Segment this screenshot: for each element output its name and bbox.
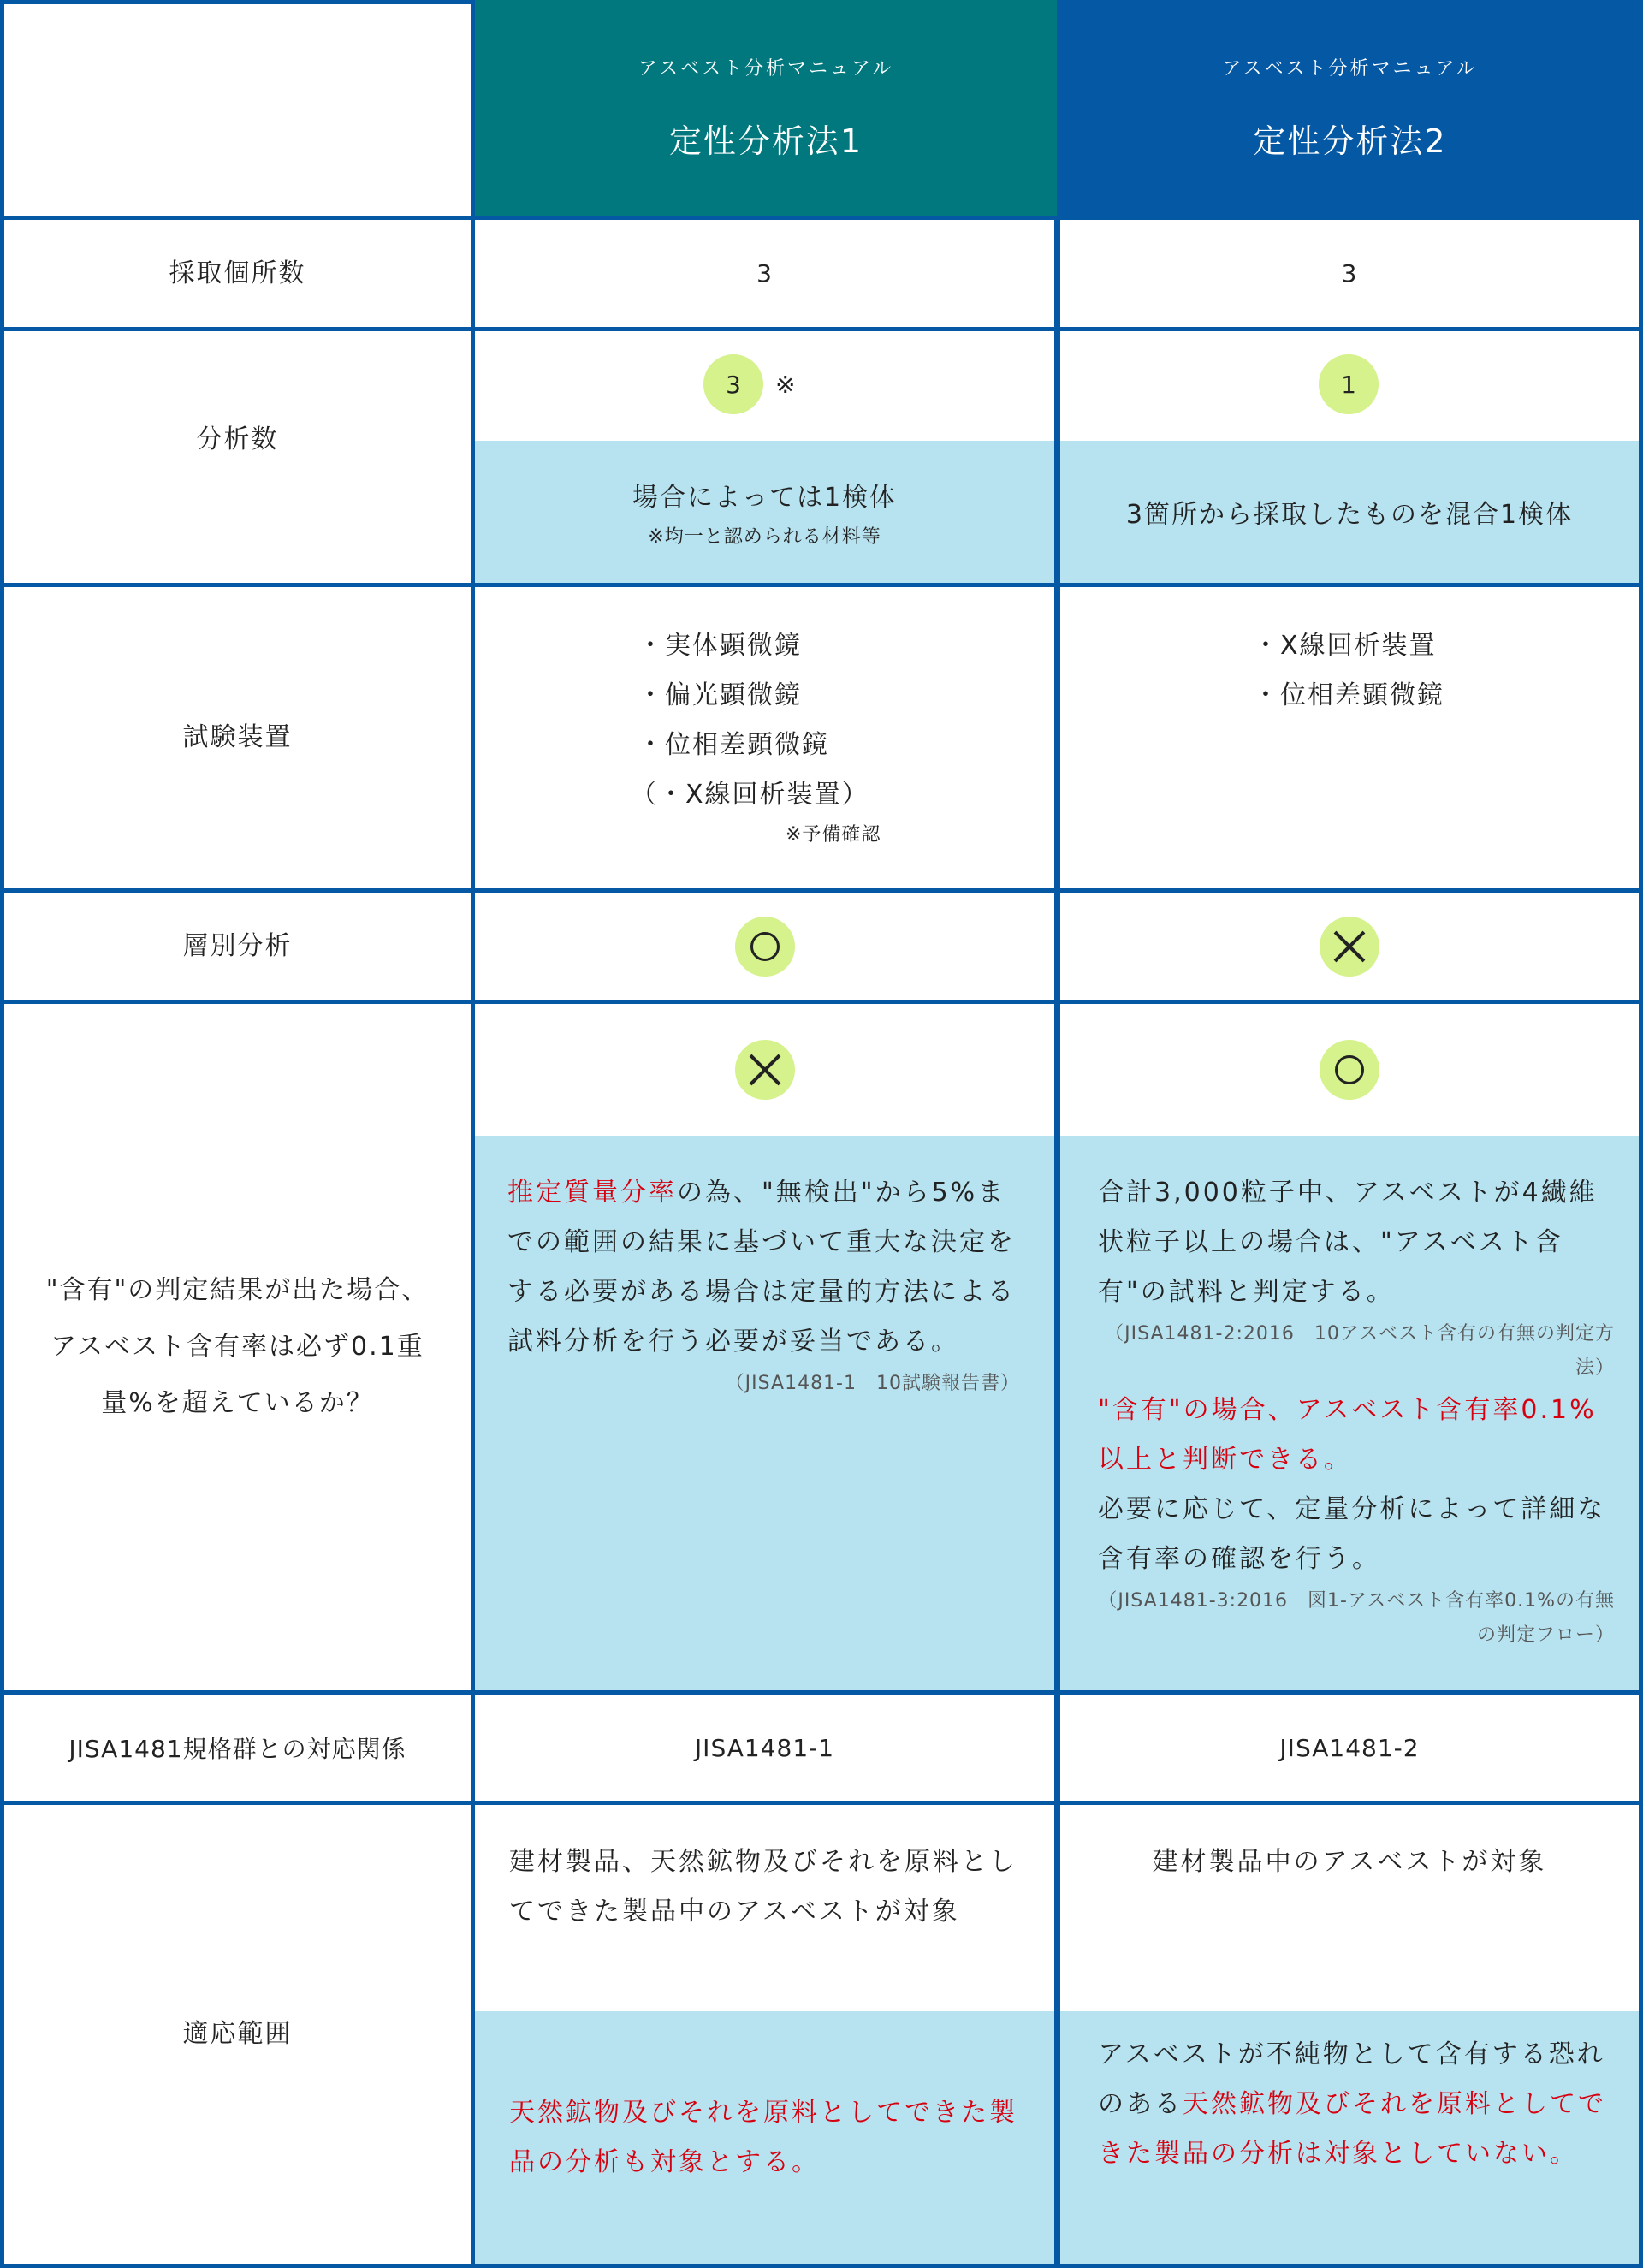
layer-analysis-method1 xyxy=(475,893,1054,1000)
label-line: "含有"の判定結果が出た場合、 xyxy=(45,1275,430,1305)
count-badge: 3 xyxy=(703,354,763,414)
emphasis-text: 推定質量分率 xyxy=(507,1178,677,1208)
body-text: アスベストが不純物として含有する恐れのある xyxy=(1098,2039,1605,2119)
cross-icon xyxy=(1320,917,1379,977)
equipment-footnote: ※予備確認 xyxy=(786,824,881,846)
note-text: 場合によっては1検体 xyxy=(632,482,898,513)
method1-title: 定性分析法1 xyxy=(668,122,863,160)
method1-subtitle: アスベスト分析マニュアル xyxy=(638,58,894,80)
equipment-item: ・位相差顕微鏡 xyxy=(1253,680,1444,710)
equipment-method2 xyxy=(1060,587,1639,888)
scope-method2 xyxy=(1060,1805,1639,2264)
value-text: JISA1481-1 xyxy=(694,1733,835,1762)
emphasis-text: "含有"の場合、アスベスト含有率0.1%以上と判断できる。 xyxy=(1098,1395,1597,1475)
value-text: 3 xyxy=(756,259,773,288)
note-text: 3箇所から採取したものを混合1検体 xyxy=(1125,500,1574,530)
emphasis-text: 天然鉱物及びそれを原料としてできた製品の分析も対象とする。 xyxy=(509,2097,1017,2177)
header-method2 xyxy=(1057,0,1643,216)
label-line: アスベスト含有率は必ず0.1重 xyxy=(50,1332,424,1362)
equipment-item: ・X線回析装置 xyxy=(1253,631,1437,661)
label-text: 層別分析 xyxy=(182,930,293,961)
label-text: 試験装置 xyxy=(182,722,293,752)
row-label-jis xyxy=(4,1695,471,1801)
row-label-sampling xyxy=(4,220,471,327)
value-text: JISA1481-2 xyxy=(1279,1733,1420,1762)
equipment-item: （・X線回析装置） xyxy=(631,780,869,810)
header-method1 xyxy=(475,0,1057,216)
circle-icon xyxy=(735,917,795,977)
equipment-item: ・位相差顕微鏡 xyxy=(638,730,829,760)
body-text: の為、"無検出"から5%までの範囲の結果に基づいて重大な決定をする必要がある場合は定量的方法による試料分析を行う必要が妥当である。 xyxy=(507,1178,1016,1357)
equipment-method1 xyxy=(475,587,1054,888)
body-text: 建材製品中のアスベストが対象 xyxy=(1152,1847,1547,1877)
scope-method1 xyxy=(475,1805,1054,2264)
sampling-method1 xyxy=(475,220,1054,327)
emphasis-text: 天然鉱物及びそれを原料としてできた製品の分析は対象としていない。 xyxy=(1098,2089,1606,2169)
row-label-content-check xyxy=(4,1004,471,1690)
equipment-item: ・偏光顕微鏡 xyxy=(638,680,802,710)
body-text: 合計3,000粒子中、アスベストが4繊維状粒子以上の場合は、"アスベスト含有"の試料と判定する。 xyxy=(1098,1178,1598,1307)
footnote-mark: ※ xyxy=(775,370,796,399)
body-text: 必要に応じて、定量分析によって詳細な含有率の確認を行う。 xyxy=(1098,1494,1606,1574)
sampling-method2 xyxy=(1060,220,1639,327)
layer-analysis-method2 xyxy=(1060,893,1639,1000)
row-label-layer-analysis xyxy=(4,893,471,1000)
analysis-count-method2 xyxy=(1060,331,1639,583)
jis-method1 xyxy=(475,1695,1054,1801)
circle-icon xyxy=(1320,1040,1379,1100)
analysis-count-method1-note xyxy=(475,441,1054,583)
analysis-count-method2-note xyxy=(1060,441,1639,583)
reference-text: （JISA1481-1 10試験報告書） xyxy=(725,1373,1020,1394)
scope-method1-note xyxy=(475,2011,1054,2264)
content-check-method1 xyxy=(475,1004,1054,1690)
jis-method2 xyxy=(1060,1695,1639,1801)
row-label-equipment xyxy=(4,587,471,888)
row-label-analysis-count xyxy=(4,331,471,583)
equipment-item: ・実体顕微鏡 xyxy=(638,631,802,661)
method2-title: 定性分析法2 xyxy=(1253,122,1447,160)
cross-icon xyxy=(735,1040,795,1100)
content-check-method2-detail xyxy=(1060,1136,1639,1690)
row-label-scope xyxy=(4,1805,471,2264)
content-check-method1-detail xyxy=(475,1136,1054,1690)
reference-text: （JISA1481-2:2016 10アスベスト含有の有無の判定方法） xyxy=(1105,1323,1615,1379)
value-text: 3 xyxy=(1341,259,1358,288)
reference-text: （JISA1481-3:2016 図1-アスベスト含有率0.1%の有無の判定フロー） xyxy=(1098,1590,1615,1646)
label-text: JISA1481規格群との対応関係 xyxy=(68,1735,406,1763)
label-text: 適応範囲 xyxy=(182,2019,293,2049)
label-text: 分析数 xyxy=(196,425,279,454)
content-check-method2 xyxy=(1060,1004,1639,1690)
analysis-count-method1 xyxy=(475,331,1054,583)
method2-subtitle: アスベスト分析マニュアル xyxy=(1222,58,1478,80)
header-empty-cell xyxy=(4,4,471,216)
scope-method2-note xyxy=(1060,2011,1639,2264)
label-text: 採取個所数 xyxy=(169,258,306,288)
count-badge: 1 xyxy=(1319,354,1379,414)
body-text: 建材製品、天然鉱物及びそれを原料としてできた製品中のアスベストが対象 xyxy=(509,1847,1017,1927)
subnote-text: ※均一と認められる材料等 xyxy=(648,525,881,548)
label-line: 量%を超えているか？ xyxy=(101,1388,374,1418)
